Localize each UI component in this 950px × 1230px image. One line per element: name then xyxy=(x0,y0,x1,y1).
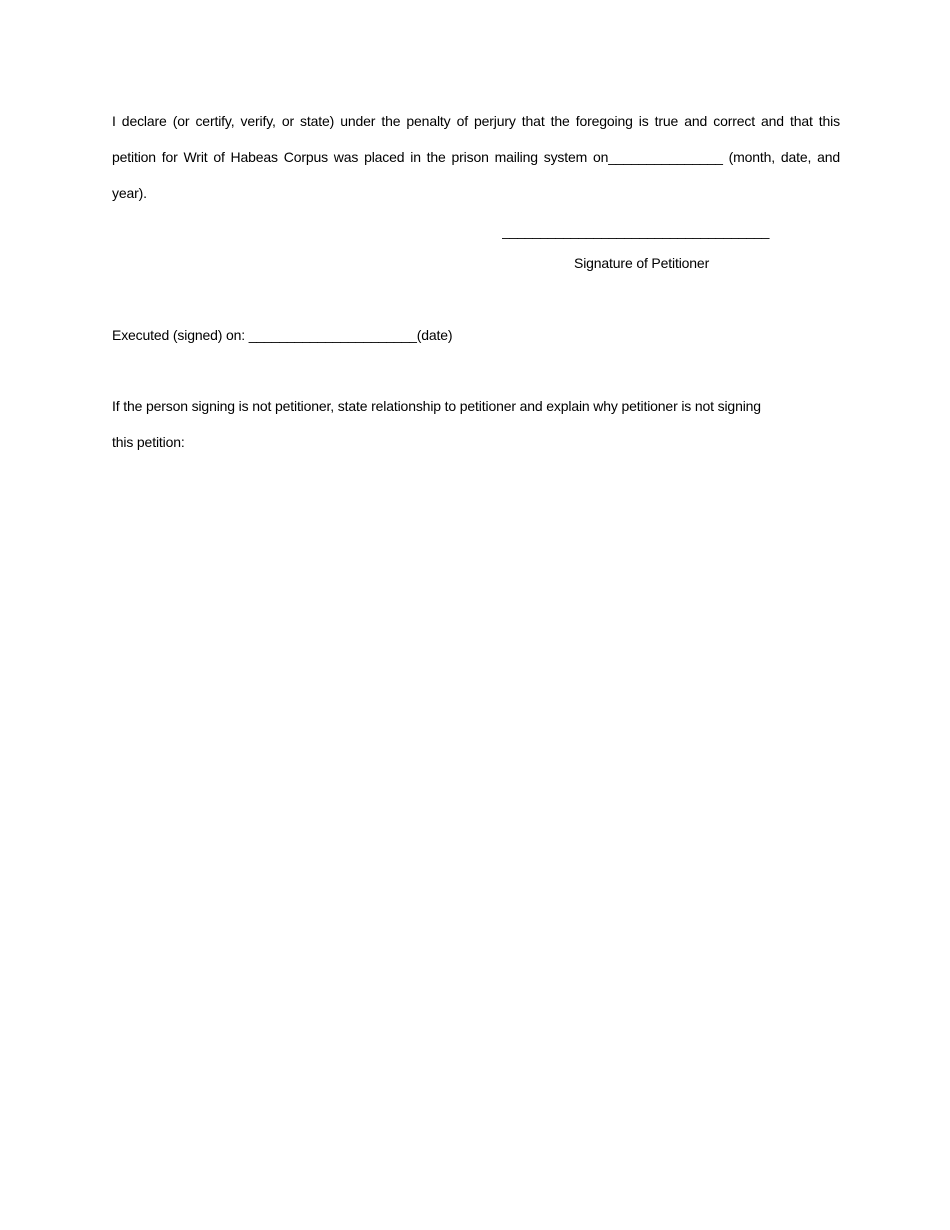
signature-label: Signature of Petitioner xyxy=(574,255,710,271)
signature-blank[interactable]: ___________________________________ xyxy=(502,223,770,239)
declaration-line-1: I declare (or certify, verify, or state) under the penalty of perjury that the foregoing is true and correct and that this xyxy=(112,113,840,129)
declaration-line-2: petition for Writ of Habeas Corpus was placed in the prison mailing system on_______________ (month, date, and xyxy=(112,149,840,165)
declaration-line-3: year). xyxy=(112,185,147,201)
non-petitioner-line-2: this petition: xyxy=(112,434,185,450)
non-petitioner-line-1: If the person signing is not petitioner, state relationship to petitioner and explain why petitioner is not signing xyxy=(112,398,761,414)
executed-date-line[interactable]: Executed (signed) on: ______________________(date) xyxy=(112,327,453,343)
